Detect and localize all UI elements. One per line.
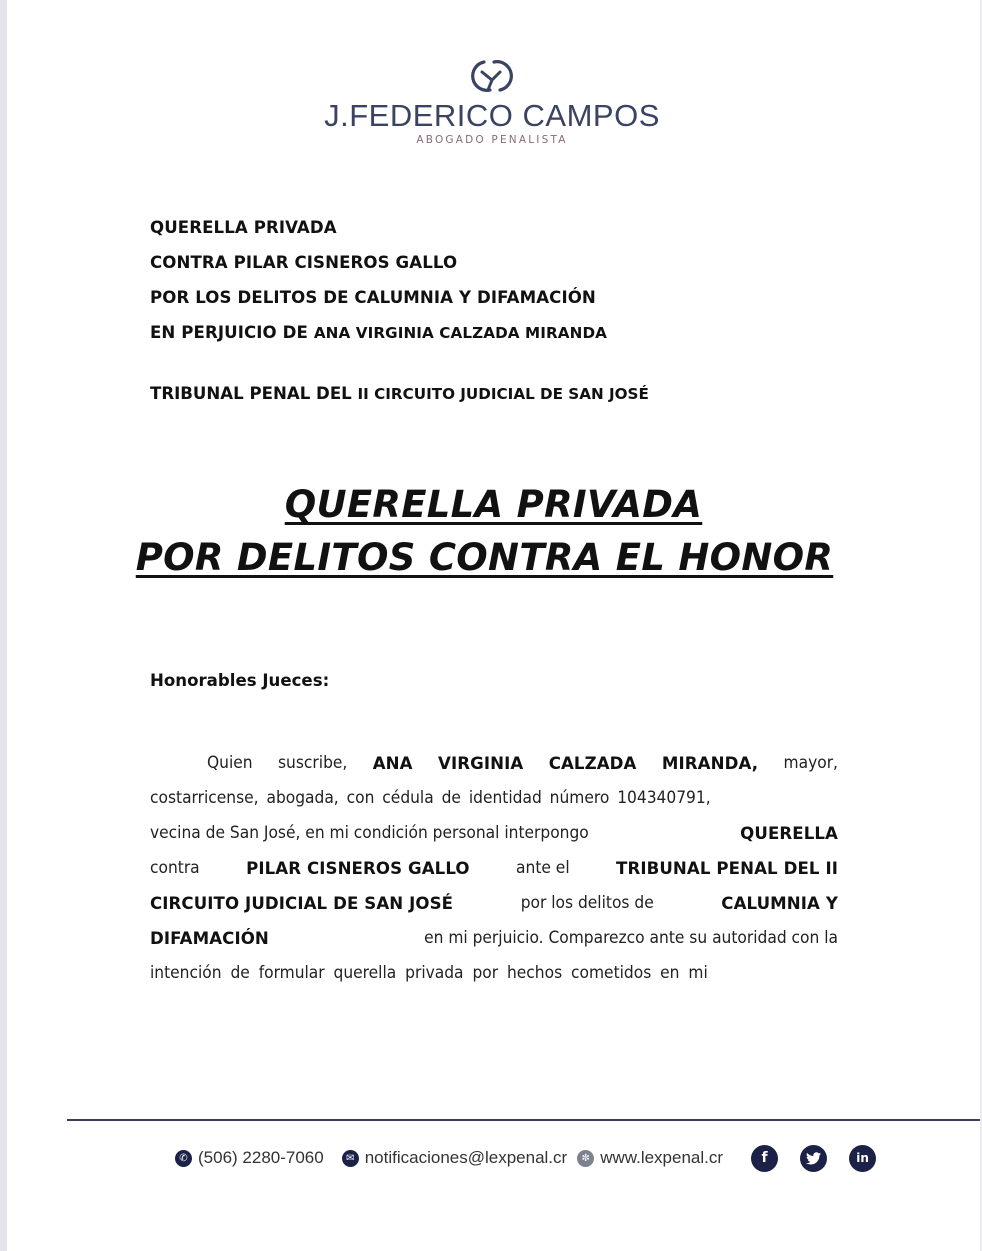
word: suscribe, <box>278 753 348 773</box>
body-line <box>150 816 838 851</box>
body-text-span: intención de formular querella privada por hechos cometidos en mi <box>150 963 708 983</box>
body-text-span: ante el <box>516 858 570 878</box>
bold-word: MIRANDA, <box>661 754 759 773</box>
bold-text: CIRCUITO JUDICIAL DE SAN JOSÉ <box>150 894 454 913</box>
phone-icon: ✆ <box>175 1150 192 1167</box>
heading-victim-name: ANA VIRGINIA CALZADA MIRANDA <box>313 324 608 342</box>
envelope-icon: ✉ <box>342 1150 359 1167</box>
document-title <box>0 478 982 584</box>
logo-monogram-icon <box>464 58 520 94</box>
body-text-span: en mi perjuicio. Comparezco ante su autoridad con la <box>424 928 838 948</box>
bold-text: DIFAMACIÓN <box>150 929 269 948</box>
heading-text: EN PERJUICIO DE <box>150 323 314 342</box>
body-text-span: contra <box>150 858 200 878</box>
bold-text: PILAR CISNEROS GALLO <box>246 859 470 878</box>
letterhead-logo <box>300 58 684 146</box>
bold-text: TRIBUNAL PENAL DEL II <box>616 859 838 878</box>
phone-number: (506) 2280-7060 <box>198 1148 324 1167</box>
footer-contact <box>175 1144 876 1172</box>
body-paragraph <box>150 746 838 991</box>
body-line <box>150 886 838 921</box>
heading-line <box>150 280 607 315</box>
body-line <box>150 746 838 781</box>
heading-line <box>150 315 607 351</box>
footer-website[interactable] <box>577 1148 723 1168</box>
bold-text: QUERELLA <box>740 824 838 843</box>
court-text: TRIBUNAL PENAL DEL <box>150 384 358 403</box>
word: mayor, <box>783 753 838 773</box>
heading-text: POR LOS DELITOS DE CALUMNIA Y DIFAMACIÓN <box>150 288 596 307</box>
heading-line <box>150 245 607 280</box>
facebook-icon[interactable]: f <box>751 1145 778 1172</box>
salutation: Honorables Jueces: <box>150 671 330 690</box>
email-address: notificaciones@lexpenal.cr <box>364 1148 568 1167</box>
footer-divider <box>67 1119 980 1121</box>
bold-text: CALUMNIA Y <box>721 894 838 913</box>
case-heading <box>150 210 607 351</box>
court-text-rest: II CIRCUITO JUDICIAL DE SAN JOSÉ <box>357 385 649 403</box>
bold-word: CALZADA <box>548 754 637 773</box>
body-line <box>150 921 838 956</box>
body-line <box>150 956 838 991</box>
body-line <box>150 781 838 816</box>
heading-text: QUERELLA PRIVADA <box>150 218 337 237</box>
linkedin-icon[interactable]: in <box>849 1145 876 1172</box>
body-text-span: costarricense, abogada, con cédula de identidad número 104340791, <box>150 788 711 808</box>
title-line-1: QUERELLA PRIVADA <box>284 483 703 526</box>
court-heading <box>150 384 649 403</box>
body-text-span: por los delitos de <box>520 893 654 913</box>
letterhead-name: J.FEDERICO CAMPOS <box>324 98 660 133</box>
title-line-2: POR DELITOS CONTRA EL HONOR <box>135 536 834 579</box>
body-text-span: vecina de San José, en mi condición personal interpongo <box>150 823 589 843</box>
website-url: www.lexpenal.cr <box>600 1148 724 1167</box>
heading-text: CONTRA PILAR CISNEROS GALLO <box>150 253 458 272</box>
word: Quien <box>207 753 253 773</box>
heading-line <box>150 210 607 245</box>
footer-phone[interactable] <box>175 1148 324 1168</box>
twitter-icon[interactable] <box>800 1145 827 1172</box>
page-left-edge <box>0 0 7 1251</box>
bold-word: ANA <box>372 754 413 773</box>
twitter-bird-icon <box>806 1152 821 1165</box>
globe-icon: ✼ <box>577 1150 594 1167</box>
footer-email[interactable] <box>342 1148 567 1168</box>
letterhead-subtitle: ABOGADO PENALISTA <box>416 134 568 146</box>
bold-word: VIRGINIA <box>438 754 524 773</box>
body-line <box>150 851 838 886</box>
